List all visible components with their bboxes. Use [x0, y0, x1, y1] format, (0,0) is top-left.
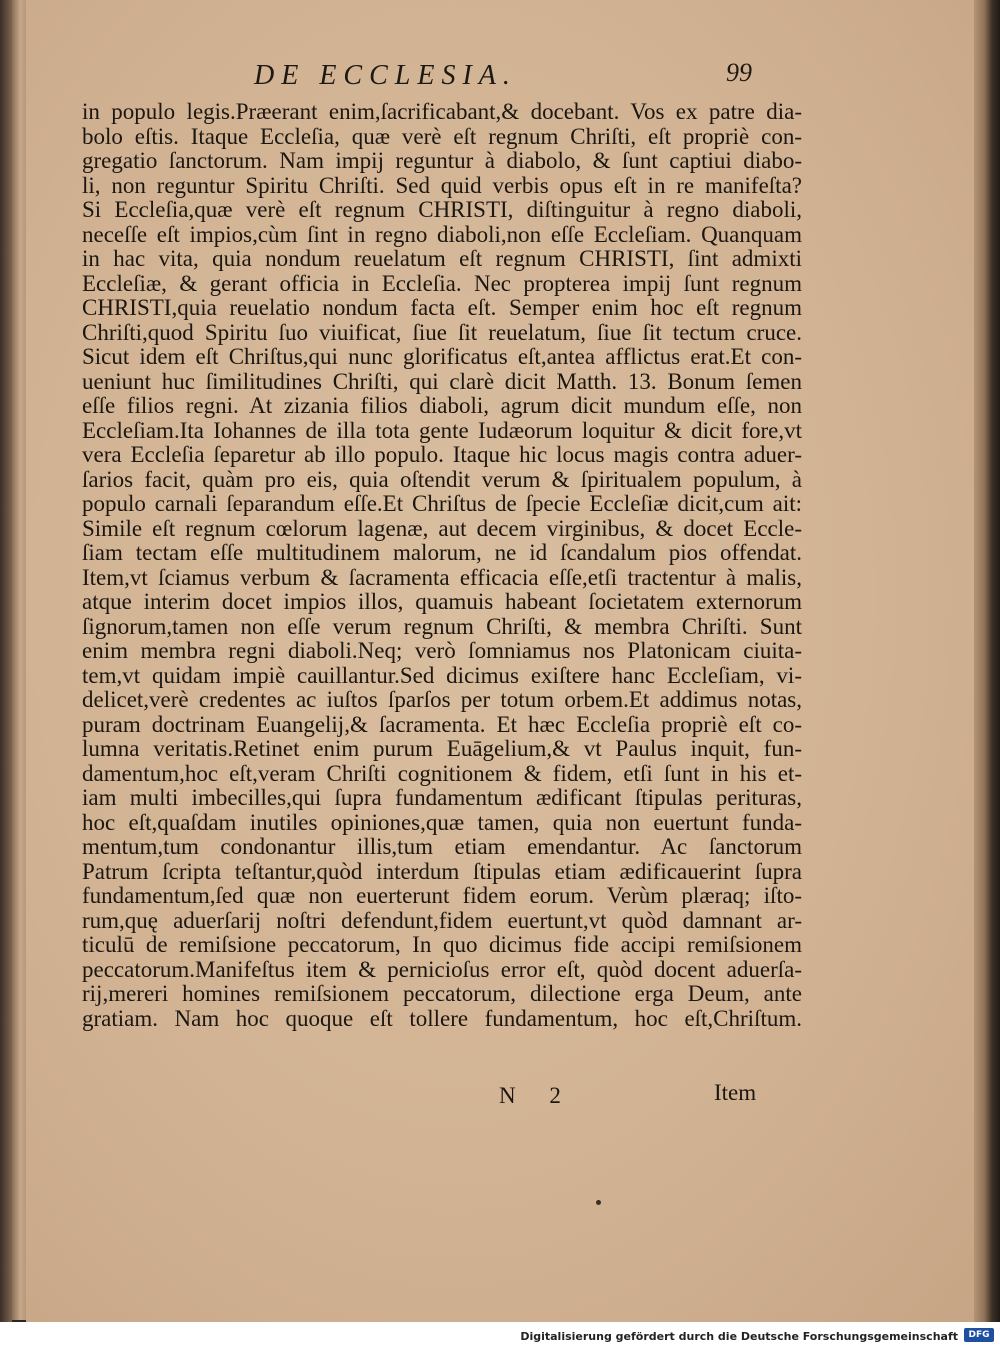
- header-title: DE ECCLESIA.: [254, 60, 517, 91]
- previous-page-sliver: [12, 0, 26, 1320]
- printer-signature: N 2: [499, 1083, 575, 1108]
- text-line: enim membra regni diaboli.Neq; verò ſomniamus nos Platonicam ciuita-: [82, 638, 802, 663]
- text-line: Si Eccleſia,quæ verè eſt regnum CHRISTI, diſtinguitur à regno diaboli,: [82, 197, 802, 222]
- text-line: Item,vt ſciamus verbum & ſacramenta efficacia eſſe,etſi tractentur à malis,: [82, 564, 802, 590]
- running-header: [26, 58, 974, 98]
- text-line: iam multi imbecilles,qui ſupra fundamentum ædificant ſtipulas perituras,: [82, 785, 802, 810]
- text-line: fundamentum,ſed quæ non euerterunt fidem eorum. Verùm plæraq; iſto-: [82, 883, 802, 908]
- text-line: rij,mereri homines remiſsionem peccatorum, dilectione erga Deum, ante: [82, 981, 802, 1006]
- text-line: populo carnali ſeparandum eſſe.Et Chriſtus de ſpecie Eccleſiæ dicit,cum ait:: [82, 491, 802, 516]
- text-line: ſarios facit, quàm pro eis, quia oſtendit verum & ſpiritualem populum, à: [82, 466, 802, 492]
- text-line: Eccleſiam.Ita Iohannes de illa tota gente Iudæorum loquitur & dicit fore,vt: [82, 417, 802, 443]
- text-line: lumna veritatis.Retinet enim purum Euāgelium,& vt Paulus inquit, fun-: [82, 736, 802, 761]
- text-line: li, non reguntur Spiritu Chriſti. Sed quid verbis opus eſt in re manifeſta?: [82, 172, 802, 198]
- text-line: hoc eſt,quaſdam inutiles opiniones,quæ tamen, quia non euertunt funda-: [82, 809, 802, 835]
- book-binding-edge: [0, 0, 12, 1330]
- text-line: gregatio ſanctorum. Nam impij reguntur à diabolo, & ſunt captiui diabo-: [82, 148, 802, 173]
- text-line: damentum,hoc eſt,veram Chriſti cognitionem & fidem, etſi ſunt in his et-: [82, 760, 802, 786]
- text-line: Eccleſiæ, & gerant officia in Eccleſia. Nec propterea impij ſunt regnum: [82, 270, 802, 296]
- text-line: ſignorum,tamen non eſſe verum regnum Chriſti, & membra Chriſti. Sunt: [82, 613, 802, 639]
- text-line: rum,quę aduerſarij noſtri defendunt,fidem euertunt,vt quòd damnant ar-: [82, 907, 802, 933]
- page-number: 99: [726, 58, 752, 87]
- text-line: Patrum ſcripta teſtantur,quòd interdum ſtipulas etiam ædificauerint ſupra: [82, 858, 802, 884]
- text-line: neceſſe eſt impios,cùm ſint in regno diaboli,non eſſe Eccleſiam. Quanquam: [82, 221, 802, 247]
- text-line: bolo eſtis. Itaque Eccleſia, quæ verè eſt regnum Chriſti, eſt propriè con-: [82, 123, 802, 149]
- dfg-logo: DFG: [964, 1328, 994, 1342]
- text-line: vera Eccleſia ſeparetur ab illo populo. Itaque hic locus magis contra aduer-: [82, 442, 802, 467]
- ink-speck: [596, 1200, 601, 1205]
- text-line: puram doctrinam Euangelij,& ſacramenta. Et hæc Eccleſia propriè eſt co-: [82, 711, 802, 737]
- text-line: CHRISTI,quia reuelatio nondum facta eſt. Semper enim hoc eſt regnum: [82, 295, 802, 320]
- text-line: Simile eſt regnum cœlorum lagenæ, aut decem virginibus, & docet Eccle-: [82, 515, 802, 541]
- text-line: ticulū de remiſsione peccatorum, In quo dicimus fide accipi remiſsionem: [82, 932, 802, 957]
- text-line: ſiam tectam eſſe multitudinem malorum, ne id ſcandalum pios offendat.: [82, 540, 802, 565]
- text-line: Chriſti,quod Spiritu ſuo viuificat, ſiue ſit reuelatum, ſiue ſit tectum cruce.: [82, 319, 802, 345]
- text-line: tem,vt quidam impiè cauillantur.Sed dicimus exiſtere hanc Eccleſiam, vi-: [82, 662, 802, 688]
- text-line: in populo legis.Præerant enim,ſacrificabant,& docebant. Vos ex patre dia-: [82, 99, 802, 124]
- catchword: Item: [714, 1080, 757, 1105]
- text-line: atque interim docet impios illos, quamuis habeant ſocietatem externorum: [82, 589, 802, 614]
- text-line: mentum,tum condonantur illis,tum etiam emendantur. Ac ſanctorum: [82, 834, 802, 859]
- book-page: [26, 0, 974, 1322]
- page-right-edge: [974, 0, 1000, 1322]
- text-line: in hac vita, quia nondum reuelatum eſt regnum CHRISTI, ſint admixti: [82, 246, 802, 271]
- text-line: ueniunt huc ſimilitudines Chriſti, qui clarè dicit Matth. 13. Bonum ſemen: [82, 368, 802, 394]
- text-line: peccatorum.Manifeſtus item & pernicioſus error eſt, quòd docent aduerſa-: [82, 956, 802, 982]
- digitization-credit: Digitalisierung gefördert durch die Deutsche Forschungsgemeinschaft: [520, 1330, 958, 1343]
- text-line: eſſe filios regni. At zizania filios diaboli, agrum dicit mundum eſſe, non: [82, 393, 802, 418]
- body-text: [82, 100, 802, 1031]
- text-line: gratiam. Nam hoc quoque eſt tollere fundamentum, hoc eſt,Chriſtum.: [82, 1005, 802, 1031]
- text-line: delicet,verè credentes ac iuſtos ſparſos per totum orbem.Et addimus notas,: [82, 687, 802, 712]
- text-line: Sicut idem eſt Chriſtus,qui nunc glorificatus eſt,antea afflictus erat.Et con-: [82, 344, 802, 369]
